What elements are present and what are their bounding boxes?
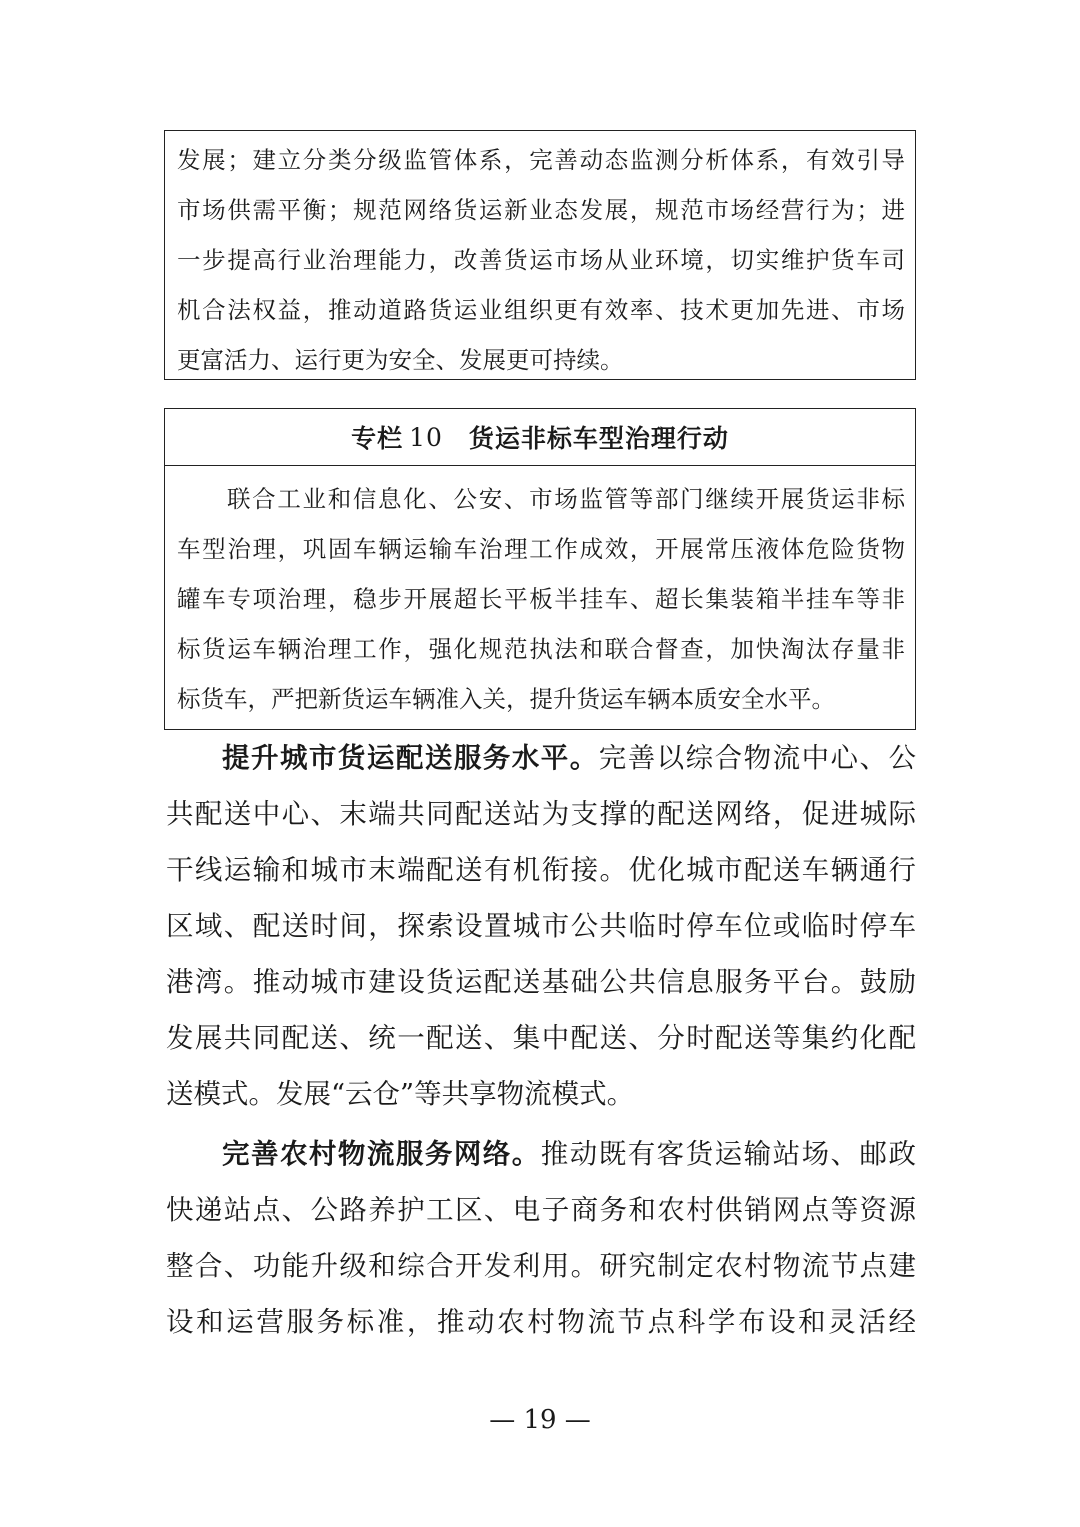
column-text-line: 标货运车辆治理工作，强化规范执法和联合督查，加快淘汰存量非 [177, 635, 905, 663]
paragraph-line: 送模式。发展“云仓”等共享物流模式。 [166, 1078, 635, 1110]
paragraph-line: 区域、配送时间，探索设置城市公共临时停车位或临时停车 [166, 910, 916, 942]
column-title-text: 货运非标车型治理行动 [468, 424, 729, 453]
box-text-line: 一步提高行业治理能力，改善货运市场从业环境，切实维护货车司 [177, 246, 905, 274]
column-text-line: 标货车，严把新货运车辆准入关，提升货运车辆本质安全水平。 [177, 685, 835, 713]
column-number: 10 [409, 422, 443, 452]
column-label: 专栏 [351, 424, 404, 453]
paragraph-line: 共配送中心、末端共同配送站为支撑的配送网络，促进城际 [166, 798, 916, 830]
paragraph-heading: 提升城市货运配送服务水平。 [222, 742, 599, 774]
column-text-line: 罐车专项治理，稳步开展超长平板半挂车、超长集装箱半挂车等非 [177, 585, 905, 613]
box-text-line: 发展；建立分类分级监管体系，完善动态监测分析体系，有效引导 [177, 146, 905, 174]
column-title [165, 409, 915, 466]
paragraph-line [222, 1136, 916, 1172]
paragraph-line [222, 740, 916, 776]
page-number: — 19 — [489, 1405, 591, 1435]
paragraph-line: 干线运输和城市末端配送有机衔接。优化城市配送车辆通行 [166, 854, 916, 886]
box-text-line: 市场供需平衡；规范网络货运新业态发展，规范市场经营行为；进 [177, 196, 905, 224]
box-text-line: 机合法权益，推动道路货运业组织更有效率、技术更加先进、市场 [177, 296, 905, 324]
paragraph-text: 推动既有客货运输站场、邮政 [540, 1138, 916, 1170]
column-box [164, 408, 916, 730]
box-text-line: 更富活力、运行更为安全、发展更可持续。 [177, 346, 624, 374]
paragraph-line: 设和运营服务标准，推动农村物流节点科学布设和灵活经 [166, 1306, 916, 1338]
column-text-line: 联合工业和信息化、公安、市场监管等部门继续开展货运非标 [227, 485, 905, 513]
column-text-line: 车型治理，巩固车辆运输车治理工作成效，开展常压液体危险货物 [177, 535, 905, 563]
paragraph-line: 发展共同配送、统一配送、集中配送、分时配送等集约化配 [166, 1022, 916, 1054]
paragraph-heading: 完善农村物流服务网络。 [222, 1138, 541, 1170]
paragraph-line: 整合、功能升级和综合开发利用。研究制定农村物流节点建 [166, 1250, 916, 1282]
paragraph-text: 完善以综合物流中心、公 [598, 742, 916, 774]
paragraph-line: 快递站点、公路养护工区、电子商务和农村供销网点等资源 [166, 1194, 916, 1226]
top-text-box [164, 130, 916, 380]
paragraph-line: 港湾。推动城市建设货运配送基础公共信息服务平台。鼓励 [166, 966, 916, 998]
